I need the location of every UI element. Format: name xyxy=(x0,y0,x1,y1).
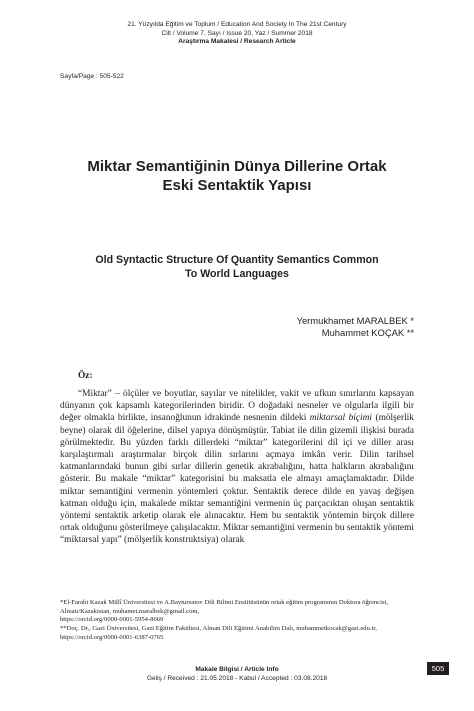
footnotes xyxy=(60,599,416,643)
footnote-1-orcid: https://orcid.org/0000-0001-5954-8669 xyxy=(60,616,164,624)
journal-header xyxy=(0,21,474,47)
title-english-line2: To World Languages xyxy=(185,268,289,280)
title-turkish-line2: Eski Sentaktik Yapısı xyxy=(162,177,312,194)
footnote-1 xyxy=(60,599,416,625)
title-english xyxy=(0,253,474,281)
journal-volume: Cilt / Volume 7, Sayı / Issue 20, Yaz / Summer 2018 xyxy=(161,29,313,37)
journal-title: 21. Yüzyılda Eğitim ve Toplum / Education And Society In The 21st Century xyxy=(127,21,347,28)
author-name: Yermukhamet MARALBEK * xyxy=(296,315,414,326)
footnote-1-text: *El-Farabi Kazak Millî Üniversitesi ve A.Baytursınov Dili Bilimi Enstitüsünün ortak eğitim programının Doktora öğrencisi, Almatı/Kazakistan, muhamet.maralbek@gmail.com, xyxy=(60,599,388,615)
abstract-body xyxy=(60,388,414,547)
article-info-footer xyxy=(0,666,474,683)
abstract-heading: Öz: xyxy=(78,371,93,381)
article-info-dates: Geliş / Received : 21.05.2018 - Kabul / Accepted : 03.08.2018 xyxy=(146,674,328,682)
article-type: Araştırma Makalesi / Research Article xyxy=(178,38,296,46)
title-turkish xyxy=(0,157,474,195)
page-number: 505 xyxy=(427,662,449,675)
article-info-heading: Makale Bilgisi / Article Info xyxy=(195,666,279,673)
author-list xyxy=(297,315,414,339)
title-turkish-line1: Miktar Semantiğinin Dünya Dillerine Ortak xyxy=(87,158,387,175)
footnote-2: **Doç. Dr., Gazi Üniversitesi, Gazi Eğitim Fakültesi, Alman Dili Eğitimi Anabilim Dalı, muhammetkocak@gazi.edu.tr, https://orcid.org/0000-0001-6387-0765 xyxy=(60,625,377,641)
author-name: Muhammet KOÇAK ** xyxy=(321,327,414,338)
abstract-text: (mölşerlik beyne) olarak dil öğelerine, dilsel yapıya dönüşmüştür. Tabiat ile dilin gizemli ilişkisi burada görülmektedir. Bu yüzden farklı dillerdeki “miktar” kategorilerini dil içi ve diller arası karşılaştırmalı araştırmalar birçok dilin sırlarını açmaya imkân verir. Dilin tarihsel katmanlarındaki bunun gibi sırlar dillerin genetik akrabalığını, hatta halkların akrabalığını gösterir. Bu makale “miktar” kategorisini bu maksatla ele almayı amaçlamaktadır. Dilde miktar semantiğini vermenin yöntemleri çoktur. Sentaktik derece dilde en yavaş değişen katman olduğu için, makalede miktar semantiğini vermenin üç parçacıktan oluşan sentaktik yöntemi sentaktik arketip olarak ele alınacaktır. Hem bu sentaktik yöntemin birçok dillere ortak olduğunu gösterilmeye çalışılacaktır. Miktar semantiğini vermenin bu sentaktik yöntemi “miktarsal yapı” (mölşerlik konstruktsiya) olarak xyxy=(60,413,414,546)
abstract-italic-term: miktarsal biçimi xyxy=(309,413,373,424)
abstract-text: “Miktar” – ölçüler ve boyutlar, sayılar ve nitelikler, vakit ve ufkun sınırlarını kapsayan dünyanın çok kapsamlı kategorilerinden biridir. O doğadaki nesneler ve olgularla ilgili bir değer olmakla birlikte, insanoğlunun idrakinde nesnenin dildeki xyxy=(60,389,414,424)
page-range: Sayfa/Page : 505-522 xyxy=(60,73,124,80)
title-english-line1: Old Syntactic Structure Of Quantity Semantics Common xyxy=(95,254,379,266)
